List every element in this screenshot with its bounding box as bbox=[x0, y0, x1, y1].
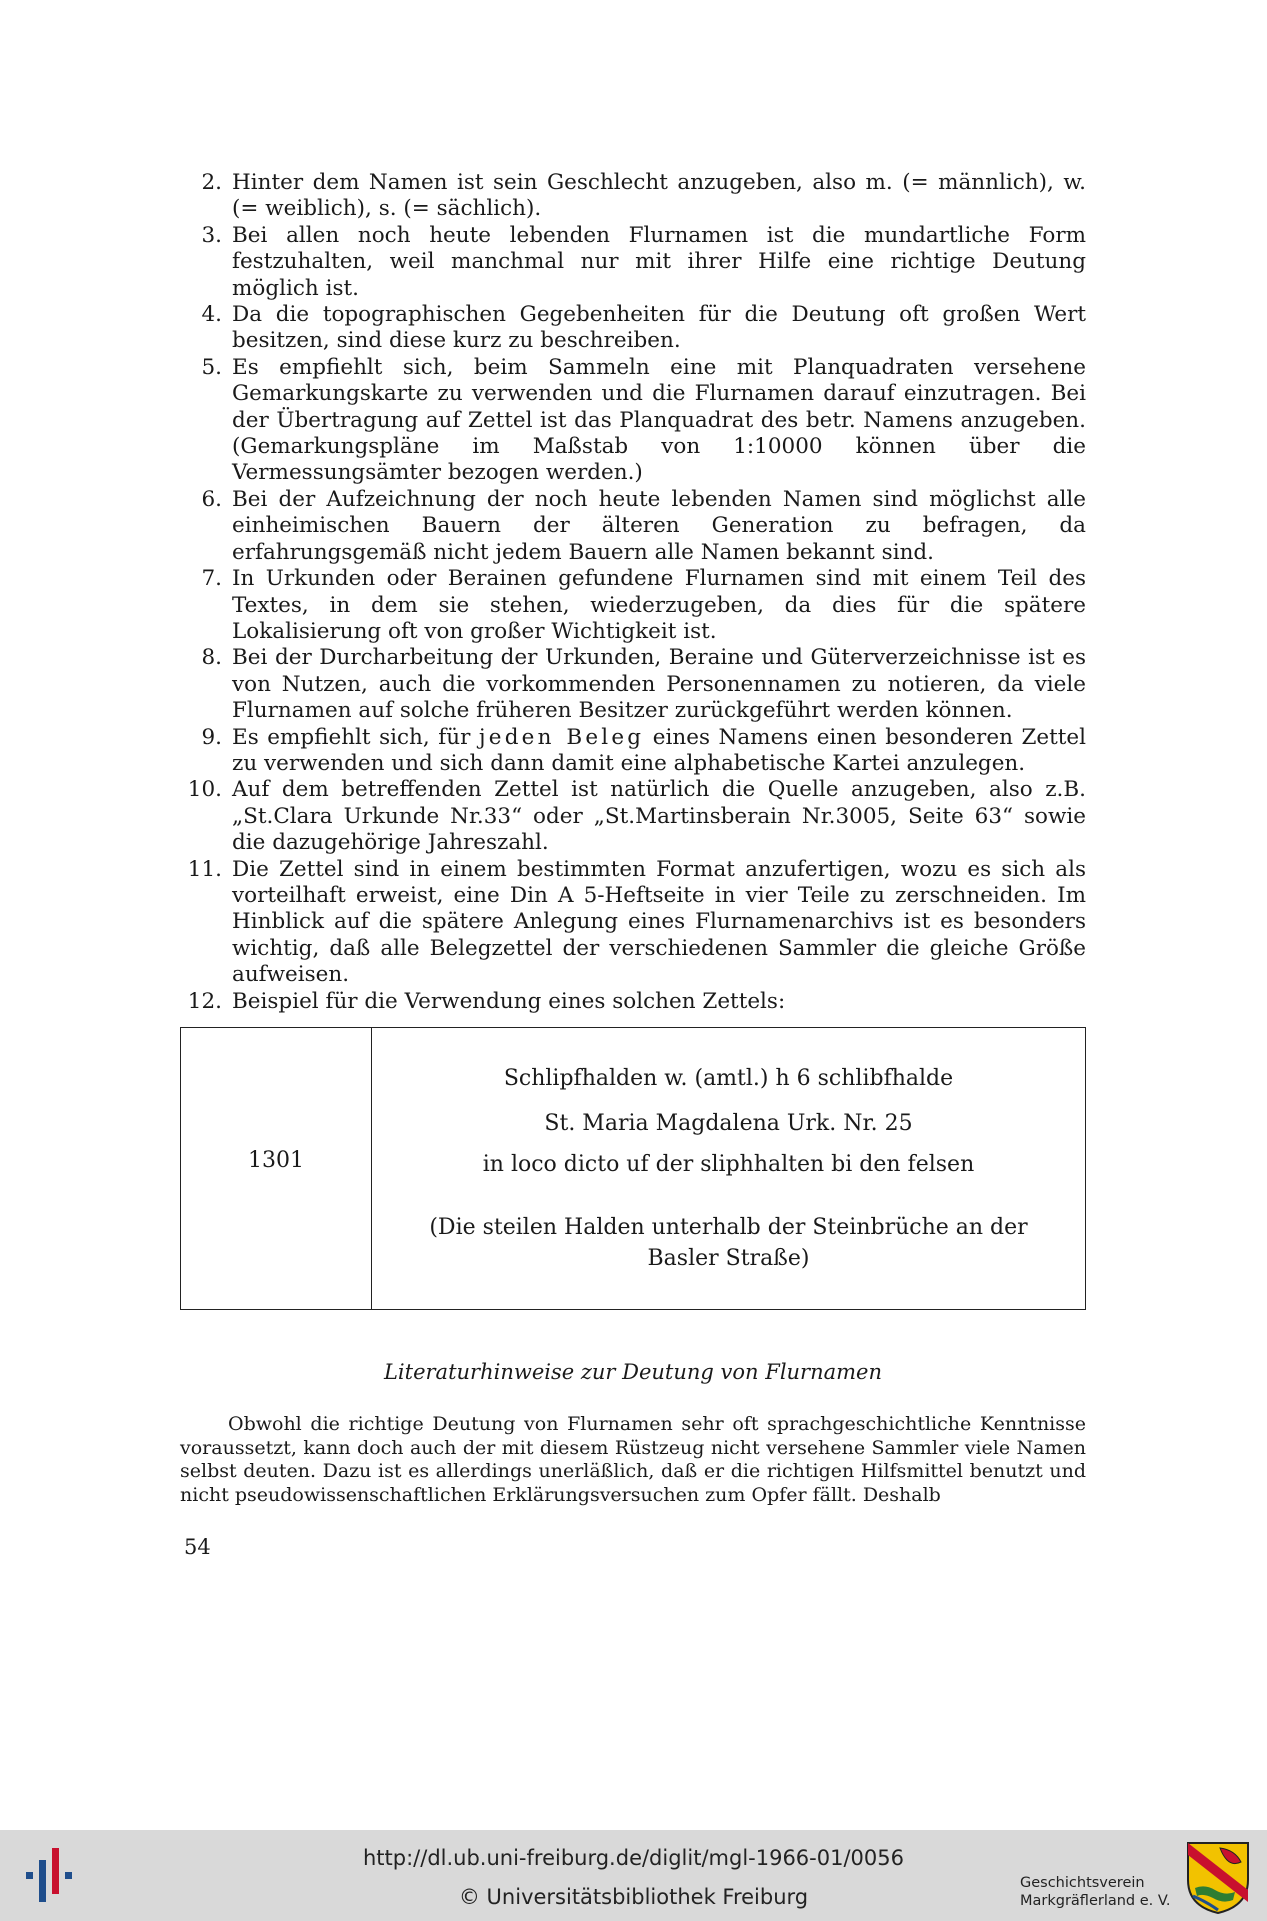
section-heading: Literaturhinweise zur Deutung von Flurnamen bbox=[383, 1360, 883, 1384]
list-item-text: Hinter dem Namen ist sein Geschlecht anzugeben, also m. (= männlich), w. (= weiblich), s. (= sächlich). bbox=[232, 170, 1086, 222]
society-name-line: Markgräflerland e. V. bbox=[1020, 1893, 1171, 1909]
list-item-text: Bei der Durcharbeitung der Urkunden, Beraine und Güterverzeichnisse ist es von Nutzen, auch die vorkommenden Personennamen zu notieren, da viele Flurnamen auf solche früheren Besitzer zurückgeführt werden können. bbox=[232, 645, 1086, 724]
list-item-text: Auf dem betreffenden Zettel ist natürlich die Quelle anzugeben, also z.B. „St.Clara Urkunde Nr.33“ oder „St.Martinsberain Nr.3005, Seite 63“ sowie die dazugehörige Jahreszahl. bbox=[232, 777, 1086, 856]
card-content-column bbox=[372, 1028, 1085, 1309]
list-item-text-start: Es empfiehlt sich, für bbox=[232, 724, 479, 750]
card-note-line: Basler Straße) bbox=[647, 1246, 810, 1271]
society-name-line: Geschichtsverein bbox=[1020, 1875, 1145, 1891]
list-item-number: 6. bbox=[201, 486, 222, 512]
list-item-number: 12. bbox=[187, 988, 222, 1014]
coat-of-arms-icon bbox=[1185, 1840, 1251, 1915]
list-item bbox=[170, 566, 1086, 645]
list-item-number: 5. bbox=[201, 354, 222, 380]
list-item-number: 2. bbox=[201, 170, 222, 195]
list-item-text bbox=[232, 725, 1086, 778]
list-item bbox=[170, 355, 1086, 487]
card-year: 1301 bbox=[248, 1148, 304, 1173]
card-name-line: Schlipfhalden w. (amtl.) h 6 schlibfhalde bbox=[503, 1066, 954, 1091]
page-number: 54 bbox=[184, 1535, 211, 1559]
list-item bbox=[170, 645, 1086, 724]
list-item-text: Bei allen noch heute lebenden Flurnamen ist die mundartliche Form festzuhalten, weil manchmal nur mit ihrer Hilfe eine richtige Deutung möglich ist. bbox=[232, 222, 1086, 301]
card-source-line: St. Maria Magdalena Urk. Nr. 25 bbox=[544, 1111, 913, 1136]
card-note-line: (Die steilen Halden unterhalb der Steinbrüche an der bbox=[429, 1215, 1028, 1240]
list-item bbox=[170, 302, 1086, 355]
body-paragraph: Obwohl die richtige Deutung von Flurnamen sehr oft sprachgeschichtliche Kenntnisse voraussetzt, kann doch auch der mit diesem Rüstzeug nicht versehene Sammler viele Namen selbst deuten. Dazu ist es allerdings unerläßlich, daß er die richtigen Hilfsmittel benutzt und nicht pseudowissenschaftlichen Erklärungsversuchen zum Opfer fällt. Deshalb bbox=[180, 1413, 1086, 1506]
list-item-number: 9. bbox=[201, 724, 222, 750]
list-item bbox=[170, 777, 1086, 856]
copyright-notice: © Universitätsbibliothek Freiburg bbox=[458, 1885, 809, 1909]
list-item-number: 8. bbox=[201, 645, 222, 671]
list-item bbox=[170, 170, 1086, 223]
list-item-text: In Urkunden oder Berainen gefundene Flurnamen sind mit einem Teil des Textes, in dem sie stehen, wiederzugeben, da dies für die spätere Lokalisierung oft von großer Wichtigkeit ist. bbox=[232, 566, 1086, 644]
list-item-text-end: eines Namens einen besonderen Zettel zu verwenden und sich dann damit eine alphabetische Kartei anzulegen. bbox=[232, 724, 1086, 776]
list-item bbox=[170, 725, 1086, 778]
instruction-list bbox=[170, 170, 1086, 1015]
list-item-number: 3. bbox=[201, 222, 222, 248]
list-item bbox=[170, 487, 1086, 566]
permalink-url[interactable]: http://dl.ub.uni-freiburg.de/diglit/mgl-1966-01/0056 bbox=[362, 1846, 904, 1870]
list-item-text: Bei der Aufzeichnung der noch heute lebenden Namen sind möglichst alle einheimischen Bauern der älteren Generation zu befragen, da erfahrungsgemäß nicht jedem Bauern alle Namen bekannt sind. bbox=[232, 486, 1086, 565]
list-item bbox=[170, 989, 1086, 1015]
card-quote-line: in loco dicto uf der sliphhalten bi den felsen bbox=[482, 1152, 975, 1177]
spaced-emphasis: jeden Beleg bbox=[478, 724, 645, 750]
list-item-text: Es empfiehlt sich, beim Sammeln eine mit Planquadraten versehene Gemarkungskarte zu verwenden und die Flurnamen darauf einzutragen. Bei der Übertragung auf Zettel ist das Planquadrat des betr. Namens anzugeben. (Gemarkungspläne im Maßstab von 1:10000 können über die Vermessungsämter bezogen werden.) bbox=[232, 354, 1086, 486]
list-item-text: Die Zettel sind in einem bestimmten Format anzufertigen, wozu es sich als vorteilhaft erweist, eine Din A 5-Heftseite in vier Teile zu zerschneiden. Im Hinblick auf die spätere Anlegung eines Flurnamenarchivs ist es besonders wichtig, daß alle Belegzettel der verschiedenen Sammler die gleiche Größe aufweisen. bbox=[232, 856, 1086, 988]
list-item-number: 4. bbox=[201, 302, 222, 328]
list-item-text: Beispiel für die Verwendung eines solchen Zettels: bbox=[232, 988, 786, 1014]
list-item bbox=[170, 857, 1086, 989]
list-item-number: 10. bbox=[187, 777, 222, 803]
society-name bbox=[1020, 1874, 1171, 1910]
list-item-number: 7. bbox=[201, 566, 222, 592]
example-index-card bbox=[180, 1027, 1086, 1310]
list-item-number: 11. bbox=[187, 856, 222, 882]
viewer-footer bbox=[0, 1830, 1267, 1921]
list-item-text: Da die topographischen Gegebenheiten für die Deutung oft großen Wert besitzen, sind diese kurz zu beschreiben. bbox=[232, 302, 1086, 354]
card-year-column bbox=[181, 1028, 372, 1309]
list-item bbox=[170, 223, 1086, 302]
